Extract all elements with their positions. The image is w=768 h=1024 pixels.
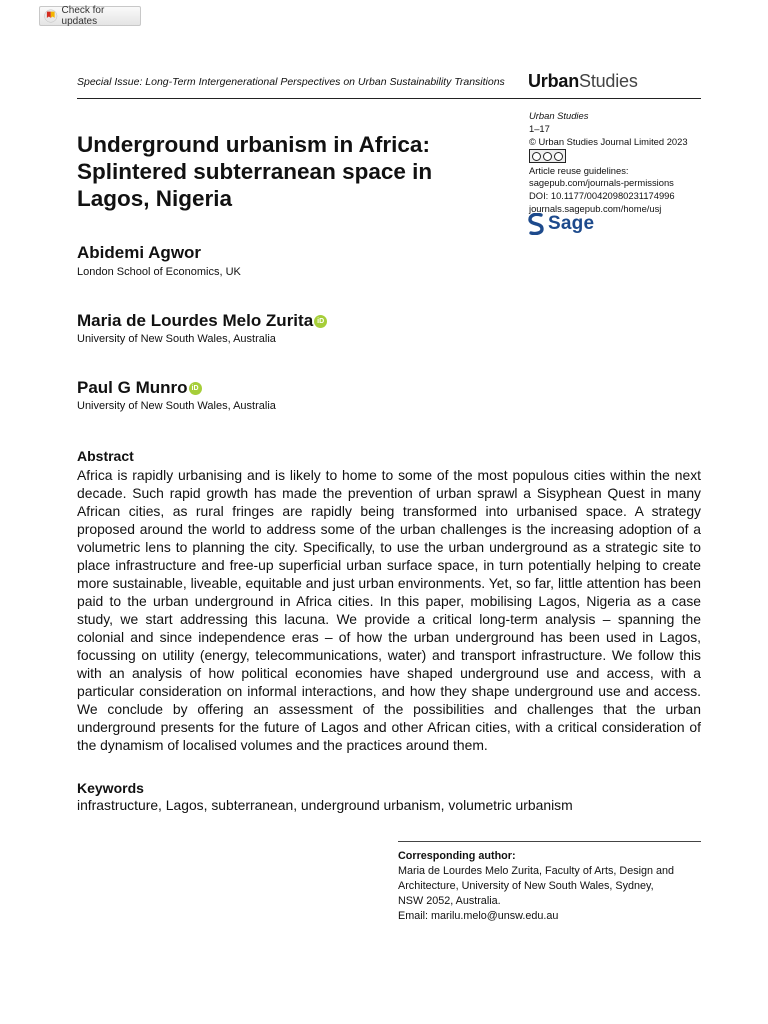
abstract-heading: Abstract <box>77 448 134 464</box>
reuse-guidelines-label: Article reuse guidelines: <box>529 164 629 176</box>
author-affiliation: University of New South Wales, Australia <box>77 333 276 345</box>
orcid-icon[interactable]: iD <box>314 315 327 328</box>
corresponding-author <box>398 849 701 924</box>
journal-logo-bold: Urban <box>528 71 580 91</box>
journal-name: Urban Studies <box>529 110 589 121</box>
author-name-text: Maria de Lourdes Melo Zurita <box>77 311 314 330</box>
journal-logo-light: Studies <box>579 71 638 91</box>
orcid-icon[interactable]: iD <box>189 382 202 395</box>
footnote-divider <box>398 841 701 842</box>
sage-s-icon <box>528 213 544 235</box>
journal-home-link[interactable]: journals.sagepub.com/home/usj <box>529 203 662 215</box>
paper-title <box>77 131 497 212</box>
cc-by-nc-icon[interactable] <box>529 149 566 163</box>
page-range: 1–17 <box>529 122 550 134</box>
header-divider <box>77 98 701 99</box>
author-name <box>77 311 327 331</box>
special-issue-label: Special Issue: Long-Term Intergenerational Perspectives on Urban Sustainability Transitions <box>77 76 505 88</box>
keywords-list: infrastructure, Lagos, subterranean, underground urbanism, volumetric urbanism <box>77 797 573 813</box>
author-affiliation: London School of Economics, UK <box>77 266 241 278</box>
corresponding-author-email[interactable]: Email: marilu.melo@unsw.edu.au <box>398 910 559 922</box>
corresponding-author-line: Architecture, University of New South Wales, Sydney, <box>398 880 654 892</box>
keywords-heading: Keywords <box>77 780 144 796</box>
abstract-text: Africa is rapidly urbanising and is likely to home to some of the most populous cities within the next decade. Such rapid growth has made the prevention of urban sprawl a Sisyphean Quest in many African cities, as rural fringes are rapidly being transformed into urbanised space. A strategy proposed around the world to address some of the urban challenges is the increasing adoption of a volumetric lens to planning the city. Specifically, to use the urban underground as a strategic site to place infrastructure and free-up superficial urban surface space, in turn potentially helping to create more sustainable, liveable, equitable and just urban environments. Yet, so far, little attention has been paid to the urban underground in Africa cities. In this paper, mobilising Lagos, Nigeria as a case study, we start addressing this lacuna. We provide a critical long-term analysis – spanning the colonial and since independence eras – of how the urban underground has been used in Lagos, focussing on utility (energy, telecommunications, water) and transport infrastructure. We follow this with an analysis of how political economies have shaped underground use and access, with a particular consideration on informal interactions, and how they shape underground use and access. We conclude by offering an assessment of the possibilities and challenges that the urban underground presents for the future of Lagos and other African cities, with a critical consideration of the dynamism of localised volumes and the practices around them. <box>77 467 701 753</box>
sage-logo <box>528 213 594 235</box>
crossmark-icon <box>44 9 58 23</box>
check-for-updates-label: Check for updates <box>61 5 105 27</box>
author-name-text: Abidemi Agwor <box>77 243 202 262</box>
title-line: Splintered subterranean space in <box>77 159 433 184</box>
author-affiliation: University of New South Wales, Australia <box>77 400 276 412</box>
permissions-link[interactable]: sagepub.com/journals-permissions <box>529 177 674 189</box>
title-line: Underground urbanism in Africa: <box>77 132 430 157</box>
corresponding-author-line: Maria de Lourdes Melo Zurita, Faculty of Arts, Design and <box>398 865 675 877</box>
article-info <box>529 110 709 216</box>
doi-link[interactable]: DOI: 10.1177/00420980231174996 <box>529 190 675 202</box>
author-name <box>77 378 202 398</box>
publisher-name: Sage <box>548 213 595 234</box>
corresponding-author-heading: Corresponding author: <box>398 850 516 862</box>
title-line: Lagos, Nigeria <box>77 186 233 211</box>
corresponding-author-line: NSW 2052, Australia. <box>398 895 501 907</box>
author-name-text: Paul G Munro <box>77 378 188 397</box>
copyright-notice: © Urban Studies Journal Limited 2023 <box>529 135 688 147</box>
author-name <box>77 243 201 263</box>
journal-logo <box>528 71 638 92</box>
check-for-updates-button[interactable] <box>39 6 141 26</box>
